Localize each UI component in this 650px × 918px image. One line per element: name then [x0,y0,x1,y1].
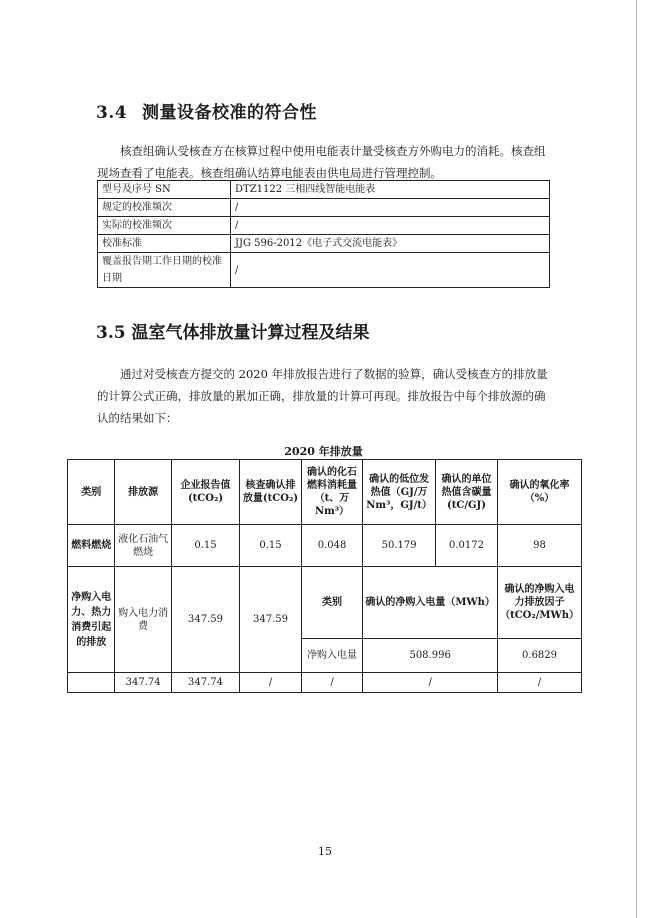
table-cell: 98 [498,525,582,567]
table-cell: 校准标准 [98,235,231,253]
table-cell: 0.15 [240,525,302,567]
table-cell: 508.996 [363,639,498,673]
table-cell: / [363,673,498,693]
header-cell: 企业报告值(tCO₂) [171,460,239,525]
table-cell: DTZ1122 三相四线智能电能表 [231,181,550,199]
section-number: 3.4 [96,103,128,123]
page-number: 15 [318,845,332,858]
header-cell: 排放源 [115,460,171,525]
table-cell: 确认的净购入电量（MWh） [363,567,498,639]
table-cell: / [498,673,582,693]
header-cell: 确认的化石燃料消耗量（t、万 Nm³） [301,460,362,525]
emission-table [67,459,582,693]
table-row [68,567,582,639]
section-heading: 3.5 温室气体排放量计算过程及结果 [96,323,370,343]
paragraph-text: 通过对受核查方提交的 2020 年排放报告进行了数据的验算，确认受核查方的排放量的计算公式正确，排放量的累加正确，排放量的计算可再现。排放报告中每个排放源的确认的结果如下： [97,367,548,425]
table-row [68,673,582,693]
paragraph [97,363,552,429]
table-cell: 规定的校准频次 [98,199,231,217]
table-cell: / [240,673,302,693]
table-row [68,525,582,567]
table-cell: / [301,673,362,693]
header-cell: 确认的低位发热值（GJ/万 Nm³，GJ/t） [363,460,436,525]
meter-table [97,180,550,288]
table-cell [68,673,115,693]
table-cell: 覆盖报告期工作日期的校准日期 [98,253,231,288]
table-cell: 347.74 [115,673,171,693]
table-cell: / [231,253,550,288]
table-cell: 净购入电量 [301,639,362,673]
table-cell: 0.6829 [498,639,582,673]
table-row [98,199,550,217]
page-edge-line [636,0,637,918]
header-cell: 核查确认排放量(tCO₂) [240,460,302,525]
section-heading [96,98,317,123]
table-row [98,217,550,235]
table-cell: 购入电力消费 [115,567,171,673]
table-cell: 净购入电力、热力消费引起的排放 [68,567,115,673]
header-cell: 确认的氧化率（%） [498,460,582,525]
table-cell: 燃料燃烧 [68,525,115,567]
header-cell: 类别 [68,460,115,525]
table-cell: 类别 [301,567,362,639]
table-row [98,235,550,253]
table-cell: JJG 596-2012《电子式交流电能表》 [231,235,550,253]
table-cell: 型号及序号 SN [98,181,231,199]
table-cell: 347.74 [171,673,239,693]
table-cell: 0.0172 [435,525,497,567]
table-caption: 2020 年排放量 [284,445,363,458]
table-cell: 实际的校准频次 [98,217,231,235]
table-cell: / [231,217,550,235]
table-row [98,253,550,288]
section-title: 测量设备校准的符合性 [142,103,317,123]
table-cell: 0.15 [171,525,239,567]
table-cell: / [231,199,550,217]
paragraph-text: 核查组确认受核查方在核算过程中使用电能表计量受核查方外购电力的消耗。核查组现场查看了电能表。核查组确认结算电能表由供电局进行管理控制。 [97,144,546,180]
table-cell: 0.048 [301,525,362,567]
table-row [98,181,550,199]
table-cell: 347.59 [240,567,302,673]
table-cell: 液化石油气燃烧 [115,525,171,567]
table-cell: 50.179 [363,525,436,567]
paragraph [97,140,552,184]
table-cell: 确认的净购入电力排放因子（tCO₂/MWh） [498,567,582,639]
table-header-row [68,460,582,525]
table-cell: 347.59 [171,567,239,673]
header-cell: 确认的单位热值含碳量(tC/GJ) [435,460,497,525]
